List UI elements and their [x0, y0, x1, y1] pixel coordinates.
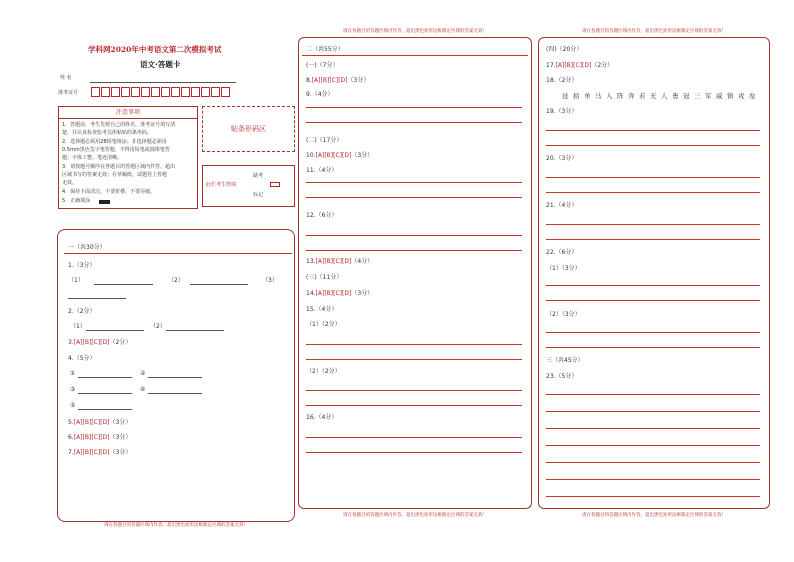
q1-mark: （1） [68, 277, 84, 284]
q2-mark: （2） [150, 323, 166, 330]
q12-label: 12.（6分） [306, 212, 338, 219]
q14-number: 14. [306, 290, 316, 297]
notice-item: 5．正确填涂 [62, 198, 91, 204]
q17-row[interactable] [546, 62, 613, 70]
barcode-label: 贴条形码区 [231, 125, 266, 133]
q20-label: 20.（3分） [546, 155, 578, 162]
q7-number: 7. [68, 449, 74, 456]
q18-char: 镇 [727, 92, 734, 100]
absent-bottom: 标记 [253, 192, 264, 198]
warning-col1: 请在各题目的答题区域内作答，超出黑色矩形边框限定区域的答案无效！ [104, 523, 248, 528]
q4-mark: ② [140, 370, 146, 377]
q9-label: 9.（4分） [306, 91, 334, 98]
q18-char: 阵 [617, 92, 624, 100]
q14-points: （3分） [351, 290, 374, 297]
filled-sample-icon [99, 200, 110, 204]
q4-label: 4.（5分） [68, 355, 96, 362]
q4-mark: ④ [140, 386, 146, 393]
notice-item: 题；字体工整、笔迹清晰。 [62, 155, 123, 161]
id-cell[interactable] [191, 87, 200, 97]
q14-options[interactable]: [A][B][C][D] [315, 290, 352, 297]
notice-box [58, 106, 198, 209]
q19-label: 19.（3分） [546, 108, 578, 115]
q3-points: （2分） [109, 339, 132, 346]
notice-item: 4．保持卡面清洁，不要折叠、不要弄破。 [62, 189, 156, 195]
q1-mark: （2） [168, 277, 184, 284]
section2-title: 二（共55分） [306, 46, 344, 53]
q5-row[interactable] [68, 419, 131, 427]
exam-id-grid[interactable] [91, 87, 237, 100]
q8-options[interactable]: [A][B][C][D] [311, 77, 348, 84]
q18-char: 马 [595, 92, 602, 100]
card-subtitle: 语文·答题卡 [140, 60, 181, 69]
q18-label: 18.（2分） [546, 77, 578, 84]
exam-title: 学科网2020年中考语文第二次模拟考试 [88, 45, 222, 54]
q18-char: 无 [650, 92, 657, 100]
q17-number: 17. [546, 62, 556, 69]
absent-mark-box[interactable] [270, 182, 280, 187]
q18-char: 三 [694, 92, 701, 100]
q13-number: 13. [306, 258, 316, 265]
q21-label: 21.（4分） [546, 202, 578, 209]
q6-row[interactable] [68, 434, 131, 442]
q18-char: 入 [606, 92, 613, 100]
q4-mark: ③ [70, 386, 76, 393]
q1-label: 1.（3分） [68, 262, 96, 269]
q18-char: 奔 [628, 92, 635, 100]
q7-options[interactable]: [A][B][C][D] [73, 449, 110, 456]
sub1-label: (一)（7分） [306, 62, 339, 69]
id-cell[interactable] [221, 87, 230, 97]
q18-char: 戎 [738, 92, 745, 100]
q3-number: 3. [68, 339, 74, 346]
exam-id-label: 准考证号 [58, 90, 79, 96]
q13-row[interactable] [306, 258, 373, 266]
q16-label: 16.（4分） [306, 414, 338, 421]
q17-points: （2分） [591, 62, 614, 69]
q10-options[interactable]: [A][B][C][D] [315, 152, 352, 159]
notice-item: 2．选择题必须用2B铅笔填涂；非选择题必须用 [62, 139, 167, 145]
id-cell[interactable] [141, 87, 150, 97]
section1-title: 一（共30分） [68, 244, 106, 251]
name-label: 姓 名 [60, 75, 72, 81]
id-cell[interactable] [131, 87, 140, 97]
q15-sub2: （2）（2分） [306, 368, 341, 375]
q23-label: 23.（5分） [546, 373, 578, 380]
q3-options[interactable]: [A][B][C][D] [73, 339, 110, 346]
id-cell[interactable] [171, 87, 180, 97]
sub4-label: (四)（20分） [546, 46, 583, 53]
q18-char: 威 [716, 92, 723, 100]
id-cell[interactable] [161, 87, 170, 97]
q8-points: （3分） [347, 77, 370, 84]
q10-points: （3分） [351, 152, 374, 159]
q6-number: 6. [68, 434, 74, 441]
q15-label: 15.（4分） [306, 306, 338, 313]
q4-mark: ⑤ [70, 402, 76, 409]
id-cell[interactable] [211, 87, 220, 97]
q2-label: 2.（2分） [68, 308, 96, 315]
q18-char: 若 [639, 92, 646, 100]
q15-sub1: （1）（2分） [306, 321, 341, 328]
id-cell[interactable] [181, 87, 190, 97]
absent-label: 此栏考生禁填 [206, 182, 237, 188]
id-cell[interactable] [101, 87, 110, 97]
absent-box [202, 165, 295, 207]
sub2-label: (二)（17分） [306, 137, 343, 144]
notice-item: 3．请按题号顺序在各题目的答题区域内作答，超出 [62, 164, 176, 170]
notice-item: 1．答题前，考生先将自己的姓名，准考证号填写清 [62, 122, 176, 128]
q11-label: 11.（4分） [306, 167, 338, 174]
q4-mark: ① [70, 370, 76, 377]
notice-item: 楚，并认真检查监考员所粘贴的条形码。 [62, 130, 153, 136]
q22-sub1: （1）（3分） [546, 265, 581, 272]
section3-title: 三（共45分） [546, 357, 584, 364]
q18-char: 拍 [573, 92, 580, 100]
barcode-area [202, 106, 295, 152]
id-cell[interactable] [121, 87, 130, 97]
q18-char: 垒 [749, 92, 756, 100]
q2-mark: （1） [70, 323, 86, 330]
notice-item: 0.5mm黑色签字笔答题，不得用铅笔或圆珠笔答 [62, 147, 170, 153]
q6-options[interactable]: [A][B][C][D] [73, 434, 110, 441]
q7-row[interactable] [68, 449, 131, 457]
warning-col3-top: 请在各题目的答题区域内作答，超出黑色矩形边框限定区域的答案无效！ [582, 29, 726, 34]
id-cell[interactable] [201, 87, 210, 97]
q13-options[interactable]: [A][B][C][D] [315, 258, 352, 265]
q22-label: 22.（6分） [546, 249, 578, 256]
q18-char: 勇 [672, 92, 679, 100]
name-field[interactable] [90, 82, 236, 83]
q17-options[interactable]: [A][B][C][D] [555, 62, 592, 69]
q10-number: 10. [306, 152, 316, 159]
q22-sub2: （2）（3分） [546, 311, 581, 318]
q5-points: （3分） [109, 419, 132, 426]
absent-top: 缺考 [253, 173, 264, 179]
q18-char: 人 [661, 92, 668, 100]
section1-panel [57, 229, 295, 522]
notice-item: 无效。 [62, 180, 78, 186]
warning-col2-top: 请在各题目的答题区域内作答，超出黑色矩形边框限定区域的答案无效！ [343, 29, 487, 34]
warning-col3-bottom: 请在各题目的答题区域内作答，超出黑色矩形边框限定区域的答案无效！ [582, 513, 726, 518]
q5-options[interactable]: [A][B][C][D] [73, 419, 110, 426]
q8-number: 8. [306, 77, 312, 84]
q5-number: 5. [68, 419, 74, 426]
q18-char: 延 [562, 92, 569, 100]
q10-row[interactable] [306, 152, 373, 160]
sub3-label: (三)（11分） [306, 274, 343, 281]
q1-mark: （3） [262, 277, 278, 284]
id-cell[interactable] [151, 87, 160, 97]
q14-row[interactable] [306, 290, 373, 298]
warning-col2-bottom: 请在各题目的答题区域内作答，超出黑色矩形边框限定区域的答案无效！ [343, 513, 487, 518]
notice-item: 区域书写的答案无效；在草稿纸、试题卷上答题 [62, 172, 168, 178]
q18-char-row [562, 92, 762, 102]
id-cell[interactable] [111, 87, 120, 97]
q18-char: 单 [584, 92, 591, 100]
q8-row[interactable] [306, 77, 369, 85]
q7-points: （3分） [109, 449, 132, 456]
q3-row[interactable] [68, 339, 131, 347]
q6-points: （3分） [109, 434, 132, 441]
id-cell[interactable] [91, 87, 100, 97]
q13-points: （4分） [351, 258, 374, 265]
q18-char: 军 [705, 92, 712, 100]
notice-title: 注意事项 [115, 109, 140, 116]
q18-char: 冠 [683, 92, 690, 100]
